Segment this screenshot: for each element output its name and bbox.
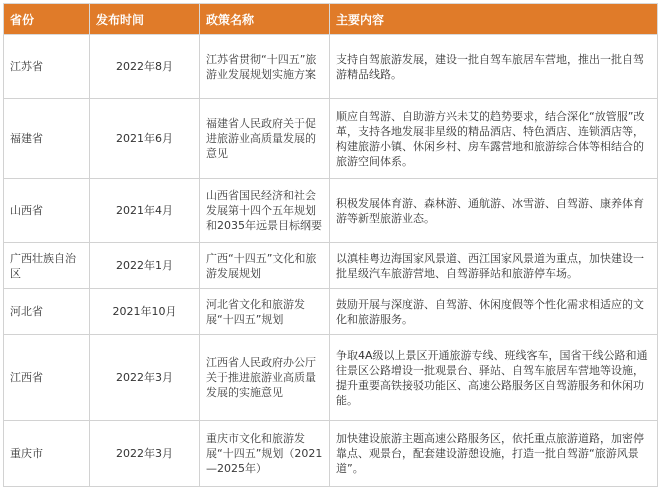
cell-province: 江苏省 [4, 35, 90, 99]
cell-province: 河北省 [4, 289, 90, 335]
cell-content: 争取4A级以上景区开通旅游专线、班线客车，国省干线公路和通往景区公路增设一批观景台、驿站、自驾车旅居车营地等设施，提升重要高铁接驳功能区、高速公路服务区自驾游服务和休闲功能。 [330, 335, 658, 421]
cell-date: 2022年1月 [90, 243, 200, 289]
cell-content: 支持自驾旅游发展，建设一批自驾车旅居车营地，推出一批自驾游精品线路。 [330, 35, 658, 99]
cell-province: 江西省 [4, 335, 90, 421]
cell-content: 加快建设旅游主题高速公路服务区，依托重点旅游道路，加密停靠点、观景台，配套建设游憩设施，打造一批自驾游“旅游风景道”。 [330, 421, 658, 487]
header-date: 发布时间 [90, 4, 200, 35]
header-province: 省份 [4, 4, 90, 35]
cell-content: 积极发展体育游、森林游、通航游、冰雪游、自驾游、康养体育游等新型旅游业态。 [330, 179, 658, 243]
cell-policy: 江苏省贯彻“十四五”旅游业发展规划实施方案 [200, 35, 330, 99]
table-row [4, 421, 658, 487]
cell-date: 2021年6月 [90, 99, 200, 179]
table-row [4, 179, 658, 243]
header-policy: 政策名称 [200, 4, 330, 35]
table-row [4, 99, 658, 179]
policy-table [3, 3, 658, 487]
header-row [4, 4, 658, 35]
cell-policy: 山西省国民经济和社会发展第十四个五年规划和2035年远景目标纲要 [200, 179, 330, 243]
cell-date: 2021年4月 [90, 179, 200, 243]
table-row [4, 335, 658, 421]
cell-date: 2022年8月 [90, 35, 200, 99]
cell-date: 2022年3月 [90, 335, 200, 421]
cell-policy: 福建省人民政府关于促进旅游业高质量发展的意见 [200, 99, 330, 179]
table-body [4, 35, 658, 487]
cell-policy: 广西“十四五”文化和旅游发展规划 [200, 243, 330, 289]
cell-province: 山西省 [4, 179, 90, 243]
table-header [4, 4, 658, 35]
header-content: 主要内容 [330, 4, 658, 35]
cell-policy: 江西省人民政府办公厅关于推进旅游业高质量发展的实施意见 [200, 335, 330, 421]
cell-content: 以滇桂粤边海国家风景道、西江国家风景道为重点，加快建设一批星级汽车旅游营地、自驾游驿站和旅游停车场。 [330, 243, 658, 289]
cell-content: 顺应自驾游、自助游方兴未艾的趋势要求，结合深化“放管服”改革，支持各地发展非星级的精品酒店、特色酒店、连锁酒店等，构建旅游小镇、休闲乡村、房车露营地和旅游综合体等相结合的旅游空间体系。 [330, 99, 658, 179]
cell-policy: 重庆市文化和旅游发展“十四五”规划（2021—2025年） [200, 421, 330, 487]
table-row [4, 289, 658, 335]
cell-province: 重庆市 [4, 421, 90, 487]
cell-province: 广西壮族自治区 [4, 243, 90, 289]
cell-content: 鼓励开展与深度游、自驾游、休闲度假等个性化需求相适应的文化和旅游服务。 [330, 289, 658, 335]
cell-province: 福建省 [4, 99, 90, 179]
table-row [4, 35, 658, 99]
cell-date: 2022年3月 [90, 421, 200, 487]
policy-table-container [3, 3, 657, 487]
cell-date: 2021年10月 [90, 289, 200, 335]
cell-policy: 河北省文化和旅游发展“十四五”规划 [200, 289, 330, 335]
table-row [4, 243, 658, 289]
